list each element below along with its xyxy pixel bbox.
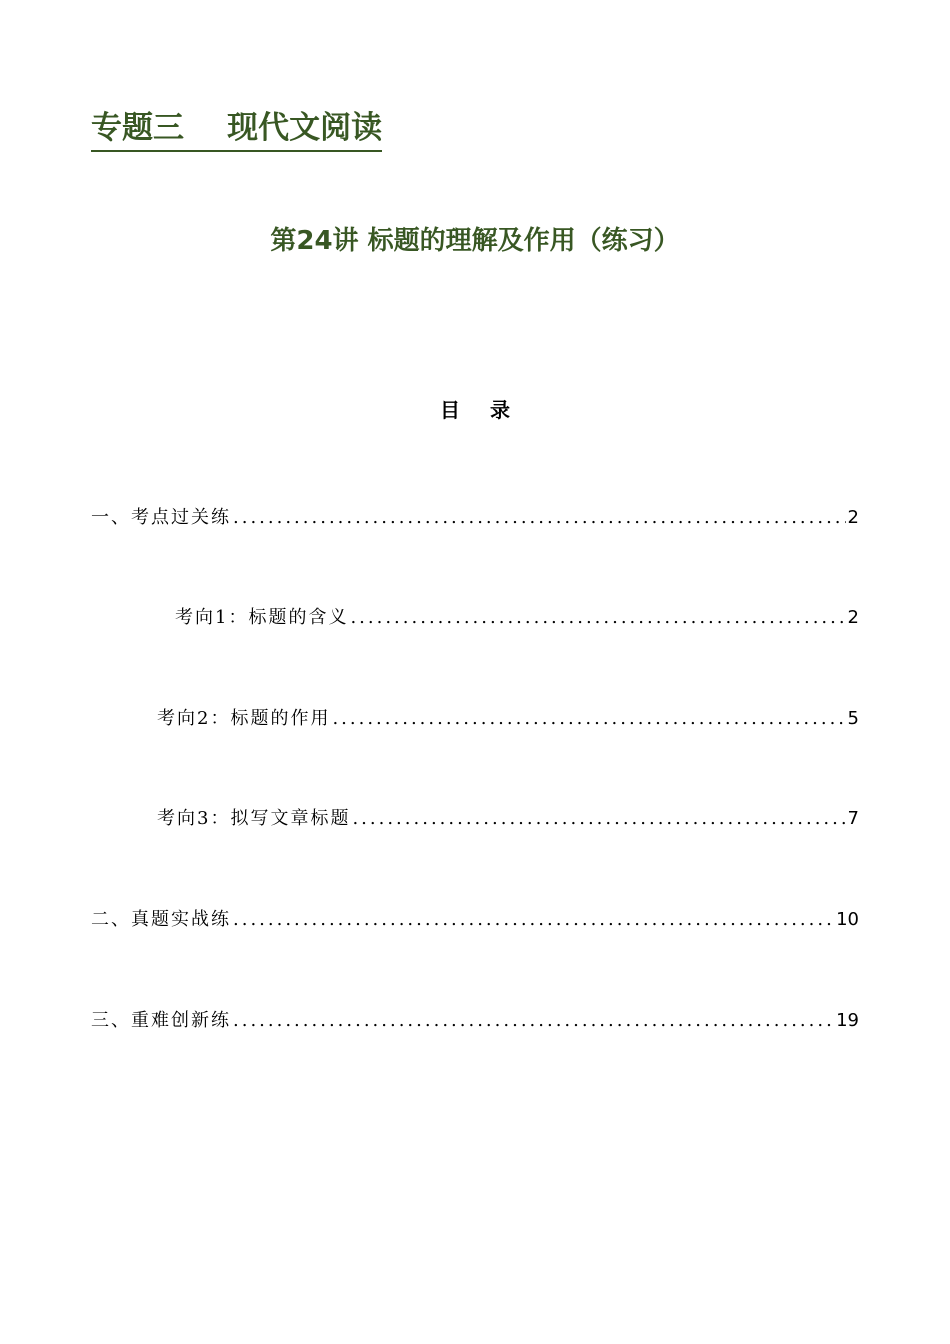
toc-dot-leader bbox=[233, 1006, 834, 1036]
toc-page-number: 5 bbox=[847, 708, 859, 729]
toc-dot-leader bbox=[350, 603, 845, 633]
toc-page-number: 10 bbox=[836, 909, 859, 930]
toc-dot-leader bbox=[352, 804, 845, 834]
toc-dot-leader bbox=[332, 704, 845, 734]
toc-entry-kaoxiang-3[interactable] bbox=[157, 804, 859, 834]
toc-entry-label: 考向1：标题的含义 bbox=[175, 607, 349, 628]
toc-entry-label: 三、重难创新练 bbox=[91, 1010, 231, 1031]
toc-entry-kaoxiang-2[interactable] bbox=[157, 704, 859, 734]
toc-page-number: 2 bbox=[847, 507, 859, 528]
page-title: 专题三 现代文阅读 bbox=[91, 106, 382, 152]
toc-entry-kaoxiang-1[interactable] bbox=[175, 603, 859, 633]
toc-page-number: 2 bbox=[847, 607, 859, 628]
toc-entry-chuangxin[interactable] bbox=[91, 1006, 859, 1036]
toc-entry-label: 考向2：标题的作用 bbox=[157, 708, 331, 729]
toc-heading: 目录 bbox=[440, 398, 540, 422]
toc-dot-leader bbox=[233, 905, 834, 935]
toc-entry-label: 考向3：拟写文章标题 bbox=[157, 808, 351, 829]
toc-dot-leader bbox=[233, 503, 846, 533]
toc-entry-label: 二、真题实战练 bbox=[91, 909, 231, 930]
toc-entry-kaodian[interactable] bbox=[91, 503, 859, 533]
toc-page-number: 19 bbox=[836, 1010, 859, 1031]
toc-entry-zhenti[interactable] bbox=[91, 905, 859, 935]
toc-entry-label: 一、考点过关练 bbox=[91, 507, 231, 528]
lecture-title: 第24讲 标题的理解及作用（练习） bbox=[270, 226, 680, 256]
toc-page-number: 7 bbox=[847, 808, 859, 829]
